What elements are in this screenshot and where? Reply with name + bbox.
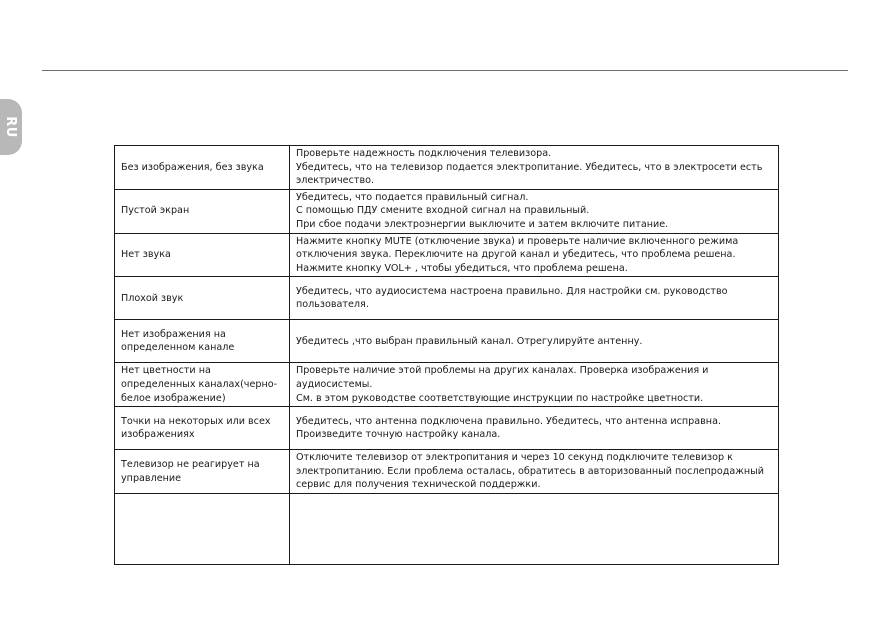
- problem-cell: Плохой звук: [115, 277, 290, 320]
- solution-cell: Убедитесь, что аудиосистема настроена правильно. Для настройки см. руководство пользователя.: [290, 277, 779, 320]
- language-tab: [0, 99, 22, 155]
- table-row: [115, 277, 779, 320]
- solution-cell: Убедитесь, что антенна подключена правильно. Убедитесь, что антенна исправна. Произведите точную настройку канала.: [290, 407, 779, 450]
- solution-cell: Отключите телевизор от электропитания и через 10 секунд подключите телевизор к электропитанию. Если проблема осталась, обратитесь в авторизованный послепродажный сервис для получения технической поддержки.: [290, 450, 779, 494]
- solution-cell: Нажмите кнопку MUTE (отключение звука) и проверьте наличие включенного режима отключения звука. Переключите на другой канал и убедитесь, что проблема решена. Нажмите кнопку VOL+ , чтобы убедиться, что проблема решена.: [290, 233, 779, 277]
- problem-cell: Нет цветности на определенных каналах(черно-белое изображение): [115, 363, 290, 407]
- problem-cell: Телевизор не реагирует на управление: [115, 450, 290, 494]
- table-row: [115, 493, 779, 564]
- solution-cell: Проверьте наличие этой проблемы на других каналах. Проверка изображения и аудиосистемы. См. в этом руководстве соответствующие инструкции по настройке цветности.: [290, 363, 779, 407]
- problem-cell: Точки на некоторых или всех изображениях: [115, 407, 290, 450]
- solution-cell: [290, 493, 779, 564]
- troubleshooting-table-body: [115, 146, 779, 565]
- solution-cell: Проверьте надежность подключения телевизора. Убедитесь, что на телевизор подается электропитание. Убедитесь, что в электросети есть электричество.: [290, 146, 779, 190]
- problem-cell: Нет звука: [115, 233, 290, 277]
- table-row: [115, 407, 779, 450]
- solution-cell: Убедитесь ,что выбран правильный канал. Отрегулируйте антенну.: [290, 320, 779, 363]
- solution-cell: Убедитесь, что подается правильный сигнал. С помощью ПДУ смените входной сигнал на правильный. При сбое подачи электроэнергии выключите и затем включите питание.: [290, 189, 779, 233]
- problem-cell: Без изображения, без звука: [115, 146, 290, 190]
- language-tab-label: RU: [3, 116, 19, 138]
- troubleshooting-table: [114, 145, 779, 565]
- problem-cell: Нет изображения на определенном канале: [115, 320, 290, 363]
- problem-cell: [115, 493, 290, 564]
- table-row: [115, 233, 779, 277]
- problem-cell: Пустой экран: [115, 189, 290, 233]
- table-row: [115, 146, 779, 190]
- top-rule: [42, 70, 848, 71]
- table-row: [115, 450, 779, 494]
- table-row: [115, 363, 779, 407]
- table-row: [115, 320, 779, 363]
- table-row: [115, 189, 779, 233]
